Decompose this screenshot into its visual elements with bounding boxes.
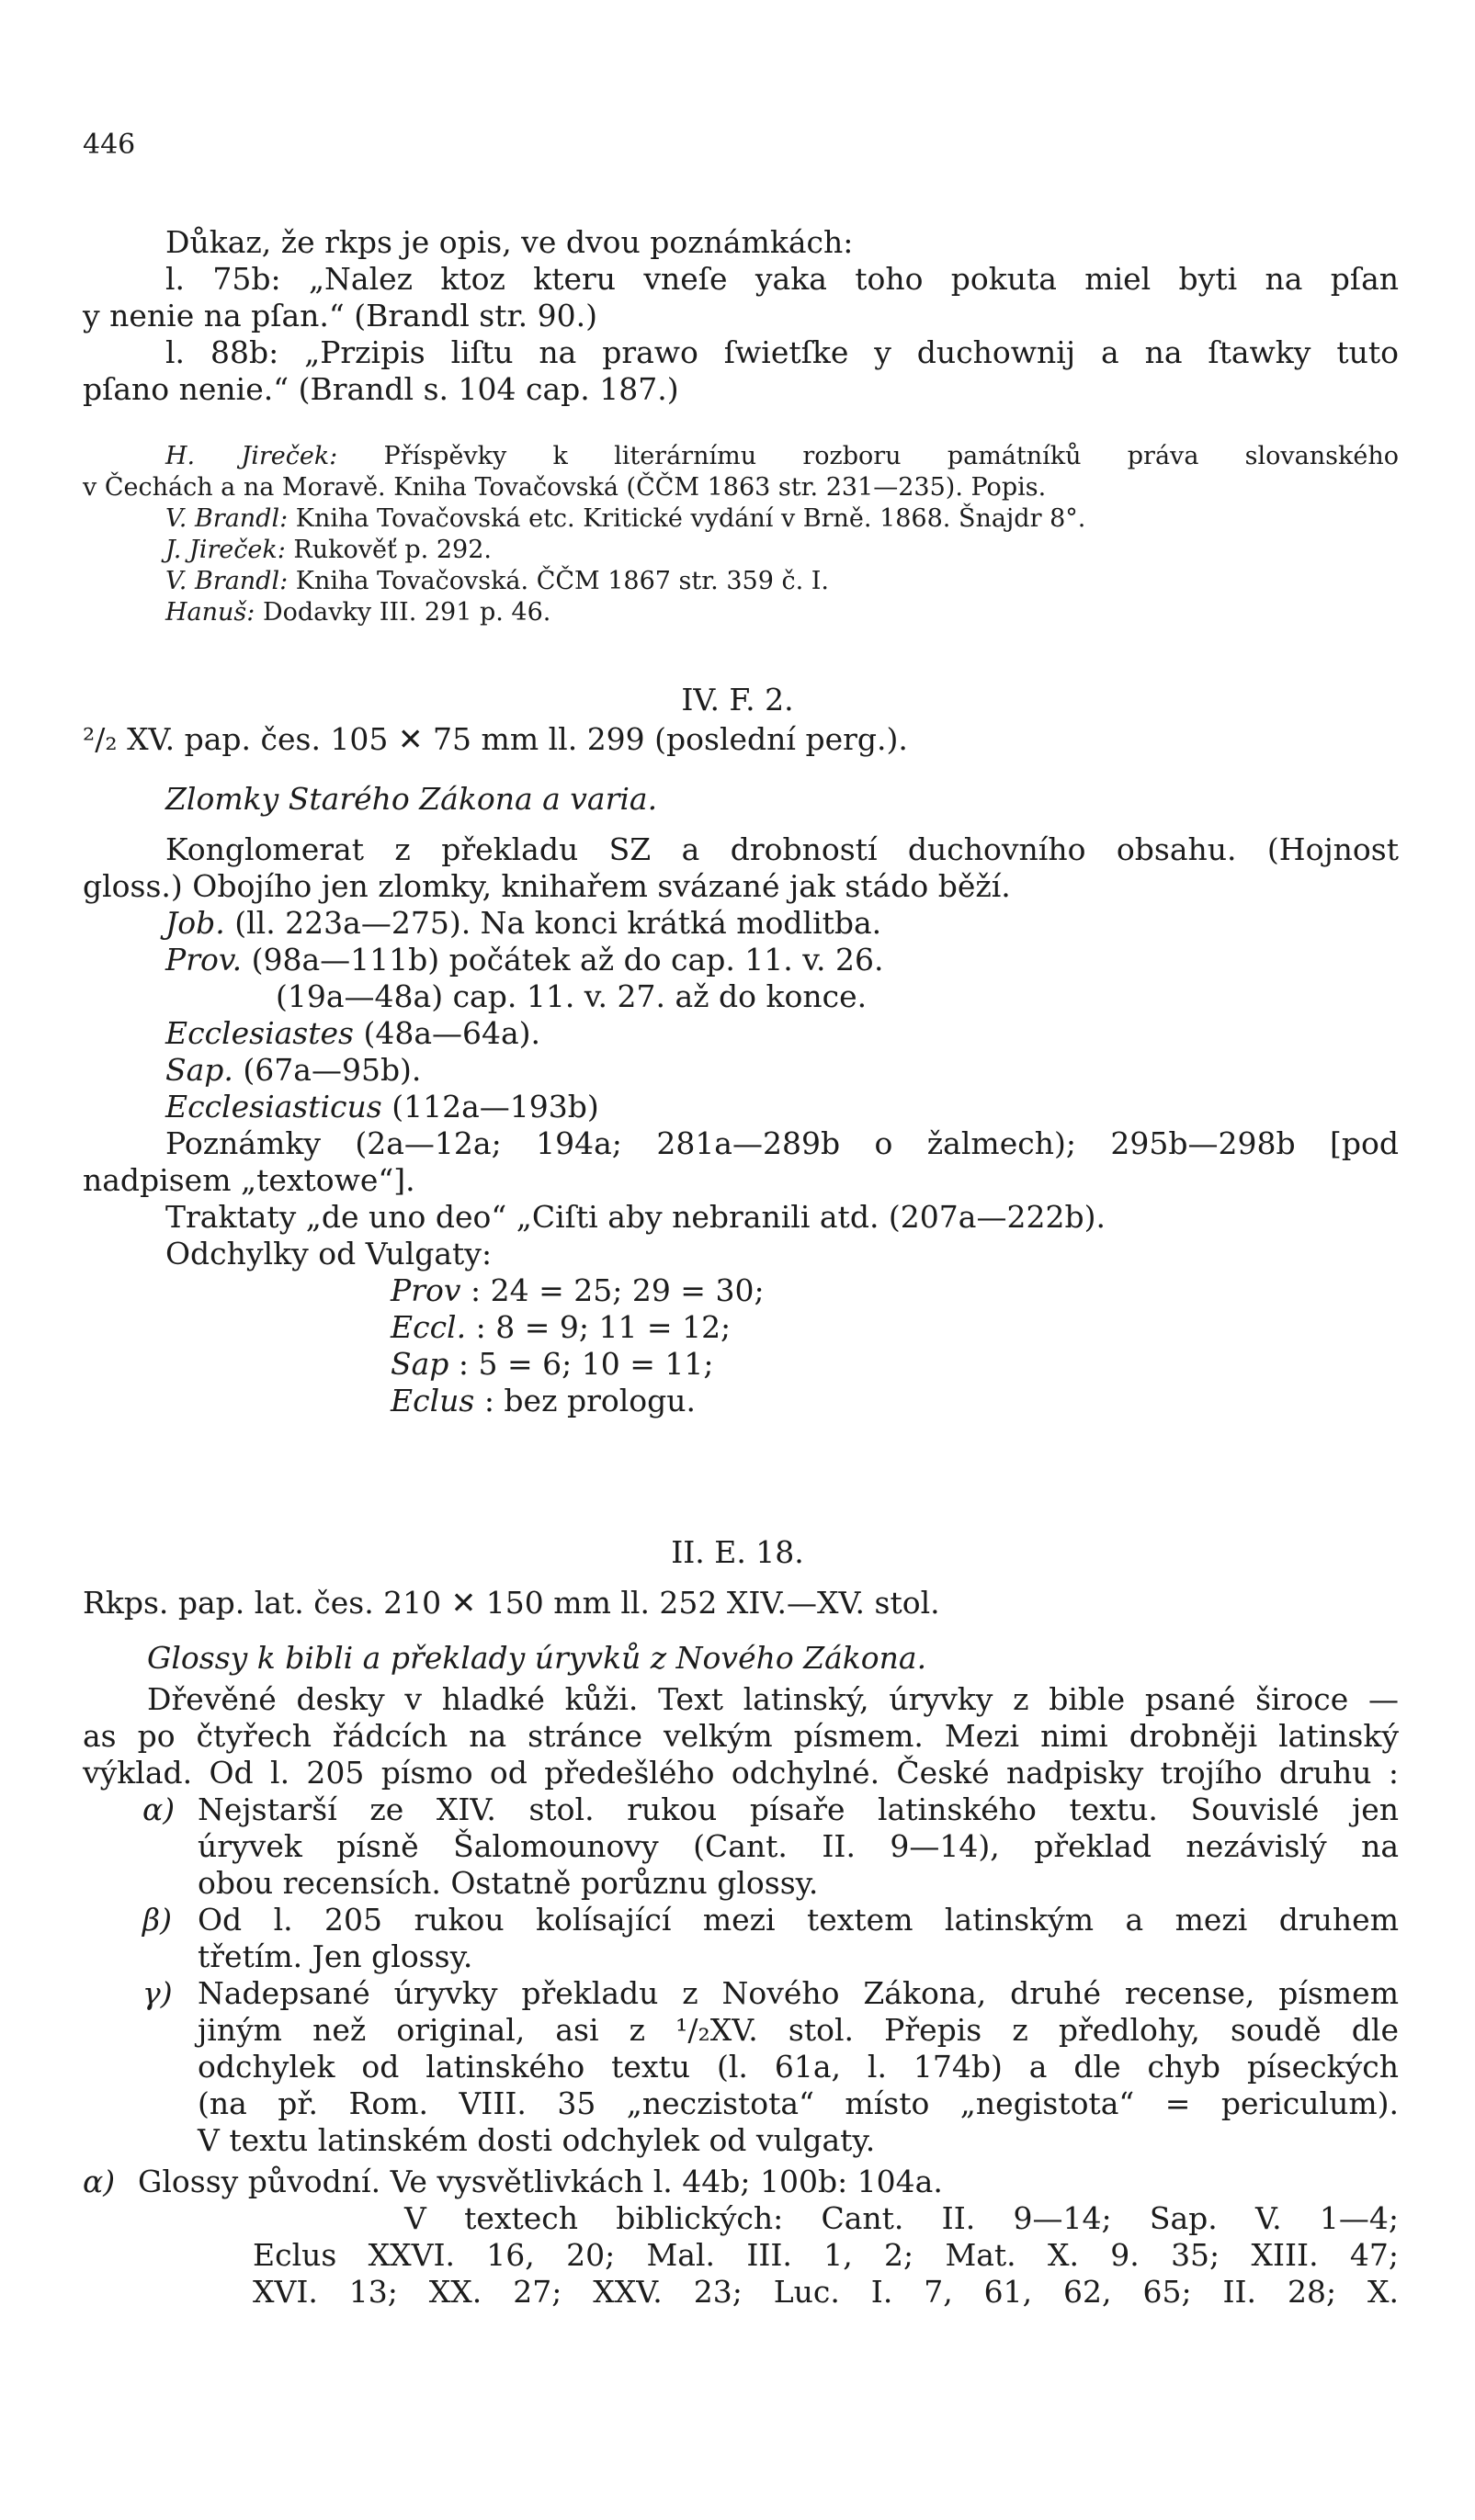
list-line: V textu latinském dosti odchylek od vulgaty.: [198, 2122, 876, 2158]
content-entry: [165, 1015, 540, 1052]
ref-author: J. Jireček:: [165, 536, 286, 564]
content-entry-continued: (19a—48a) cap. 11. v. 27. až do konce.: [276, 978, 868, 1014]
list-line: Od l. 205 rukou kolísající mezi textem latinským a mezi druhem: [198, 1902, 1399, 1938]
variant-row: [391, 1272, 765, 1309]
content-entry: [165, 905, 881, 942]
entry-text: (98a—111b) počátek až do cap. 11. v. 26.: [251, 942, 884, 977]
entry-text: (ll. 223a—275). Na konci krátká modlitba.: [234, 905, 882, 941]
variant-value: : bez prologu.: [483, 1383, 697, 1418]
body-line: gloss.) Obojího jen zlomky, knihařem svázané jak stádo běží.: [83, 868, 1011, 904]
list-line: odchylek od latinského textu (l. 61a, l. 174b) a dle chyb píseckých: [198, 2049, 1399, 2085]
reference-line: [165, 535, 492, 566]
variant-row: [391, 1346, 713, 1383]
section-description: ²/₂ XV. pap. čes. 105 ✕ 75 mm ll. 299 (poslední perg.).: [83, 721, 908, 757]
entry-text: (48a—64a).: [363, 1015, 541, 1051]
reference-line: [83, 472, 1046, 503]
intro-line: l. 88b: „Przipis liſtu na prawo ſwietſke y duchownij a na ſtawky tuto: [165, 334, 1399, 370]
list-line: XVI. 13; XX. 27; XXV. 23; Luc. I. 7, 61, 62, 65; II. 28; X.: [253, 2274, 1399, 2310]
entry-text: (112a—193b): [391, 1089, 599, 1124]
variant-row: [391, 1309, 731, 1346]
variant-value: : 8 = 9; 11 = 12;: [475, 1309, 732, 1345]
list-marker: γ): [142, 1975, 173, 2011]
body-line: nadpisem „textowe“].: [83, 1162, 415, 1198]
list-line: jiným než original, asi z ¹/₂XV. stol. Přepis z předlohy, soudě dle: [198, 2012, 1399, 2048]
page-number: 446: [83, 129, 136, 161]
ref-text: v Čechách a na Moravě. Kniha Tovačovská (ČČM 1863 str. 231—235). Popis.: [83, 473, 1047, 502]
list-line: (na př. Rom. VIII. 35 „neczistota“ místo „negistota“ = periculum).: [198, 2085, 1399, 2121]
list-marker: α): [83, 2164, 116, 2199]
list-line: V textech biblických: Cant. II. 9—14; Sap. V. 1—4;: [404, 2200, 1399, 2236]
ref-text: Rukověť p. 292.: [293, 536, 492, 564]
reference-line: [165, 566, 829, 597]
intro-line: pſano nenie.“ (Brandl s. 104 cap. 187.): [83, 371, 679, 407]
body-line: Poznámky (2a—12a; 194a; 281a—289b o žalmech); 295b—298b [pod: [165, 1125, 1399, 1161]
reference-line: [165, 503, 1085, 535]
intro-line: y nenie na pſan.“ (Brandl str. 90.): [83, 298, 597, 333]
body-line: Odchylky od Vulgaty:: [165, 1236, 493, 1271]
list-line: obou recensích. Ostatně porůznu glossy.: [198, 1865, 819, 1901]
section-title: Glossy k bibli a překlady úryvků z Nového Zákona.: [147, 1640, 927, 1676]
list-marker: α): [142, 1791, 176, 1827]
section-description: Rkps. pap. lat. čes. 210 ✕ 150 mm ll. 252 XIV.—XV. stol.: [83, 1585, 940, 1621]
variant-label: Eccl.: [391, 1309, 467, 1345]
intro-line: l. 75b: „Nalez ktoz kteru vneſe yaka toho pokuta miel byti na pſan: [165, 261, 1399, 297]
entry-label: Ecclesiasticus: [165, 1089, 382, 1124]
section-signature: IV. F. 2.: [681, 682, 794, 718]
variant-label: Eclus: [391, 1383, 475, 1418]
entry-label: Job.: [165, 905, 225, 941]
variant-value: : 24 = 25; 29 = 30;: [471, 1272, 765, 1308]
body-line: výklad. Od l. 205 písmo od předešlého odchylné. České nadpisky trojího druhu :: [83, 1755, 1399, 1791]
entry-label: Prov.: [165, 942, 243, 977]
list-line: úryvek písně Šalomounovy (Cant. II. 9—14), překlad nezávislý na: [198, 1828, 1399, 1864]
section-signature: II. E. 18.: [671, 1534, 804, 1570]
intro-line: Důkaz, že rkps je opis, ve dvou poznámkách:: [165, 224, 854, 260]
ref-text: Příspěvky k literárnímu rozboru památníků práva slovanského: [383, 442, 1399, 470]
ref-text: Kniha Tovačovská etc. Kritické vydání v Brně. 1868. Šnajdr 8°.: [295, 504, 1086, 533]
list-line: Nejstarší ze XIV. stol. rukou písaře latinského textu. Souvislé jen: [198, 1791, 1399, 1827]
content-entry: [165, 1089, 599, 1125]
variant-label: Sap: [391, 1346, 449, 1382]
body-line: Konglomerat z překladu SZ a drobností duchovního obsahu. (Hojnost: [165, 831, 1399, 867]
list-line: třetím. Jen glossy.: [198, 1938, 473, 1974]
ref-author: V. Brandl:: [165, 567, 289, 595]
variant-value: : 5 = 6; 10 = 11;: [458, 1346, 714, 1382]
section-title: Zlomky Starého Zákona a varia.: [165, 781, 658, 817]
ref-text: Kniha Tovačovská. ČČM 1867 str. 359 č. I.: [295, 567, 829, 595]
reference-line: [165, 441, 1399, 472]
content-entry: [165, 1052, 421, 1089]
list-marker: β): [142, 1902, 172, 1938]
variant-label: Prov: [391, 1272, 461, 1308]
body-line: Traktaty „de uno deo“ „Ciſti aby nebranili atd. (207a—222b).: [165, 1199, 1106, 1235]
list-line: Eclus XXVI. 16, 20; Mal. III. 1, 2; Mat. X. 9. 35; XIII. 47;: [253, 2237, 1399, 2273]
ref-author: Hanuš:: [165, 598, 255, 627]
entry-text: (67a—95b).: [243, 1052, 422, 1088]
body-line: as po čtyřech řádcích na stránce velkým písmem. Mezi nimi drobněji latinský: [83, 1718, 1399, 1754]
variant-row: [391, 1383, 696, 1419]
list-line: Nadepsané úryvky překladu z Nového Zákona, druhé recense, písmem: [198, 1975, 1399, 2011]
content-entry: [165, 942, 883, 978]
ref-author: H. Jireček:: [165, 442, 338, 470]
body-line: Dřevěné desky v hladké kůži. Text latinský, úryvky z bible psané široce —: [147, 1681, 1399, 1717]
ref-author: V. Brandl:: [165, 504, 289, 533]
reference-line: [165, 597, 550, 628]
list-line: Glossy původní. Ve vysvětlivkách l. 44b; 100b: 104a.: [138, 2164, 943, 2199]
ref-text: Dodavky III. 291 p. 46.: [262, 598, 551, 627]
entry-label: Ecclesiastes: [165, 1015, 354, 1051]
entry-label: Sap.: [165, 1052, 233, 1088]
